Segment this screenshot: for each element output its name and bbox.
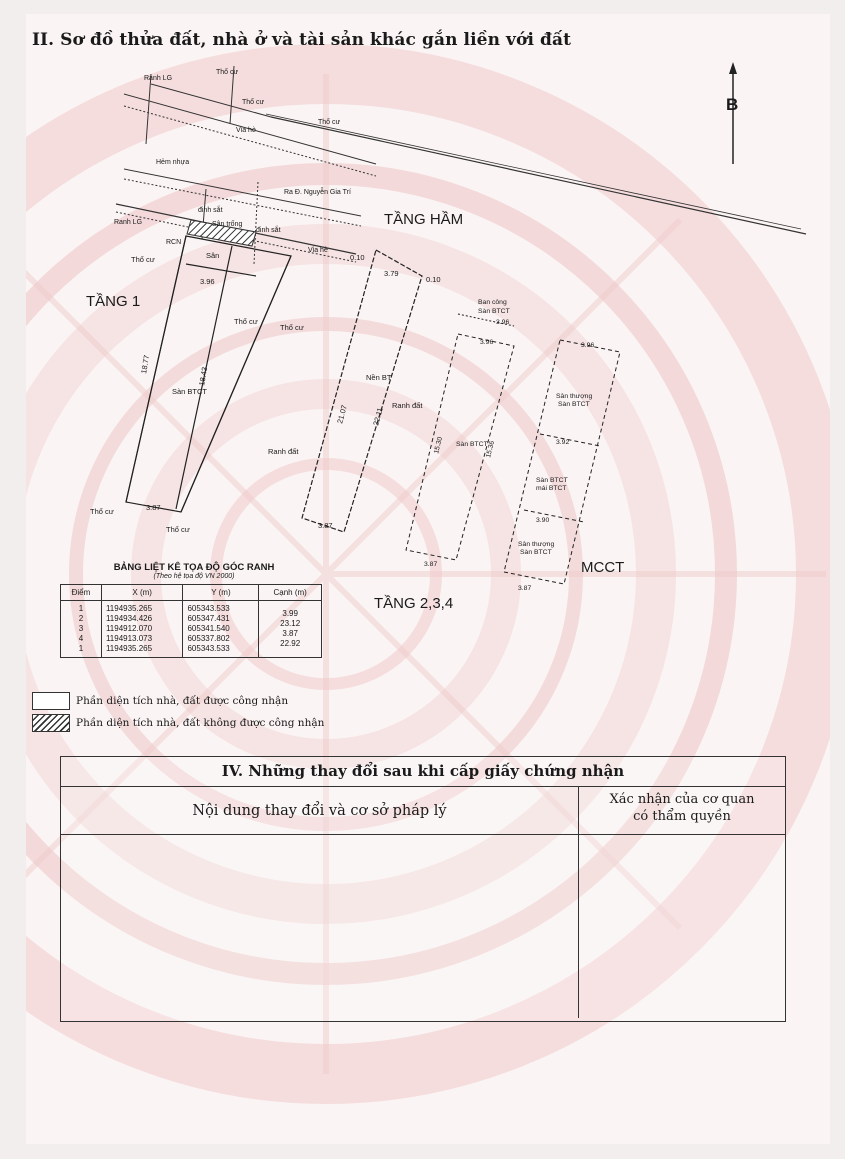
changes-title: IV. Những thay đổi sau khi cấp giấy chứng nhận — [61, 757, 785, 787]
floor-label-upper: TẦNG 2,3,4 — [374, 595, 454, 612]
svg-text:Ra Đ. Nguyễn Gia Trí: Ra Đ. Nguyễn Gia Trí — [284, 189, 351, 196]
svg-text:3.87: 3.87 — [318, 521, 333, 530]
svg-text:0.10: 0.10 — [350, 253, 365, 262]
hatched-box-icon — [32, 714, 70, 732]
svg-text:18.43: 18.43 — [197, 366, 210, 387]
svg-text:22.11: 22.11 — [371, 406, 385, 427]
svg-text:Sân thượng: Sân thượng — [556, 393, 593, 400]
changes-table — [60, 756, 786, 1022]
svg-text:0.10: 0.10 — [426, 275, 441, 284]
coordinate-table-subtitle: (Theo hệ tọa độ VN 2000) — [153, 573, 235, 580]
svg-text:3.96: 3.96 — [496, 319, 510, 326]
svg-text:Ranh đất: Ranh đất — [392, 401, 423, 410]
svg-text:21.07: 21.07 — [335, 404, 349, 425]
north-arrow-icon — [726, 62, 738, 164]
col-header-content: Nội dung thay đổi và cơ sở pháp lý — [61, 787, 579, 834]
svg-text:3.87: 3.87 — [424, 561, 438, 568]
svg-text:Vỉa hè: Vỉa hè — [236, 127, 256, 134]
floor-label-basement: TẦNG HẦM — [384, 211, 464, 228]
svg-text:Sân trống: Sân trống — [212, 221, 243, 228]
svg-text:3.87: 3.87 — [146, 503, 161, 512]
y-cell: 605343.533 605347.431 605341.540 605337.802 605343.533 — [183, 601, 259, 658]
north-label: B — [726, 95, 739, 114]
x-cell: 1194935.265 1194934.426 1194912.070 1194913.073 1194935.265 — [101, 601, 183, 658]
svg-text:15.36: 15.36 — [485, 440, 497, 459]
svg-text:Thổ cư: Thổ cư — [280, 323, 304, 332]
svg-text:Sàn BTCT: Sàn BTCT — [478, 308, 510, 315]
svg-text:mái BTCT: mái BTCT — [536, 485, 567, 492]
svg-text:Sàn BTCT: Sàn BTCT — [456, 441, 488, 448]
coordinate-table-title: BẢNG LIỆT KÊ TỌA ĐỘ GÓC RANH — [113, 562, 275, 573]
coordinate-table — [60, 584, 322, 658]
svg-text:Sân: Sân — [206, 251, 220, 260]
svg-text:Ranh LG: Ranh LG — [114, 219, 143, 226]
col-header-edge: Cạnh (m) — [259, 585, 322, 601]
svg-text:3.96: 3.96 — [200, 277, 215, 286]
svg-text:Sàn BTCT: Sàn BTCT — [558, 401, 590, 408]
svg-text:3.90: 3.90 — [536, 517, 550, 524]
section-title: II. Sơ đồ thửa đất, nhà ở và tài sản khác gắn liền với đất — [32, 30, 572, 50]
point-cell: 1 2 3 4 1 — [61, 601, 102, 658]
svg-text:Vỉa hè: Vỉa hè — [308, 247, 328, 254]
col-header-point: Điểm — [61, 585, 102, 601]
svg-text:Thổ cư: Thổ cư — [166, 525, 190, 534]
svg-text:3.92: 3.92 — [556, 439, 570, 446]
svg-text:Ban công: Ban công — [478, 299, 507, 306]
svg-text:3.96: 3.96 — [480, 339, 494, 346]
table-row — [61, 601, 322, 658]
svg-text:Thổ cư: Thổ cư — [318, 119, 341, 126]
svg-text:Thổ cư: Thổ cư — [234, 317, 258, 326]
legend-item-recognized: Phần diện tích nhà, đất được công nhận — [32, 691, 324, 711]
svg-text:Thổ cư: Thổ cư — [131, 255, 155, 264]
svg-text:Nền BT: Nền BT — [366, 373, 392, 382]
svg-text:Thổ cư: Thổ cư — [216, 69, 239, 76]
svg-text:Sàn BTCT: Sàn BTCT — [172, 387, 208, 396]
col-header-confirmation: Xác nhận của cơ quan có thẩm quyền — [609, 792, 755, 824]
svg-text:18.77: 18.77 — [139, 354, 152, 375]
svg-text:3.79: 3.79 — [384, 269, 399, 278]
svg-text:3.96: 3.96 — [581, 342, 595, 349]
svg-text:đinh sắt: đinh sắt — [198, 207, 223, 214]
svg-text:Thổ cư: Thổ cư — [90, 507, 114, 516]
col-header-x: X (m) — [101, 585, 183, 601]
svg-text:Ranh LG: Ranh LG — [144, 75, 173, 82]
svg-text:Hẻm nhựa: Hẻm nhựa — [156, 159, 190, 166]
svg-text:3.87: 3.87 — [518, 585, 532, 592]
legend — [32, 691, 324, 735]
svg-text:Ranh đất: Ranh đất — [268, 447, 299, 456]
coordinate-table-block — [60, 562, 328, 658]
content-cell[interactable] — [61, 835, 579, 1018]
svg-text:Sân thượng: Sân thượng — [518, 541, 555, 548]
svg-text:Sàn BTCT: Sàn BTCT — [536, 477, 568, 484]
legend-item-not-recognized: Phần diện tích nhà, đất không được công nhận — [32, 713, 324, 733]
floor-label-1: TẦNG 1 — [86, 293, 141, 310]
certificate-page — [26, 14, 830, 1144]
blank-box-icon — [32, 692, 70, 710]
floor-label-mcct: MCCT — [581, 559, 625, 576]
col-header-y: Y (m) — [183, 585, 259, 601]
svg-text:đinh sắt: đinh sắt — [256, 227, 281, 234]
svg-text:RCN: RCN — [166, 239, 182, 246]
svg-text:Sàn BTCT: Sàn BTCT — [520, 549, 552, 556]
svg-text:Thổ cư: Thổ cư — [242, 99, 265, 106]
edge-cell: 3.99 23.12 3.87 22.92 — [259, 601, 322, 658]
svg-text:15.30: 15.30 — [433, 436, 445, 455]
